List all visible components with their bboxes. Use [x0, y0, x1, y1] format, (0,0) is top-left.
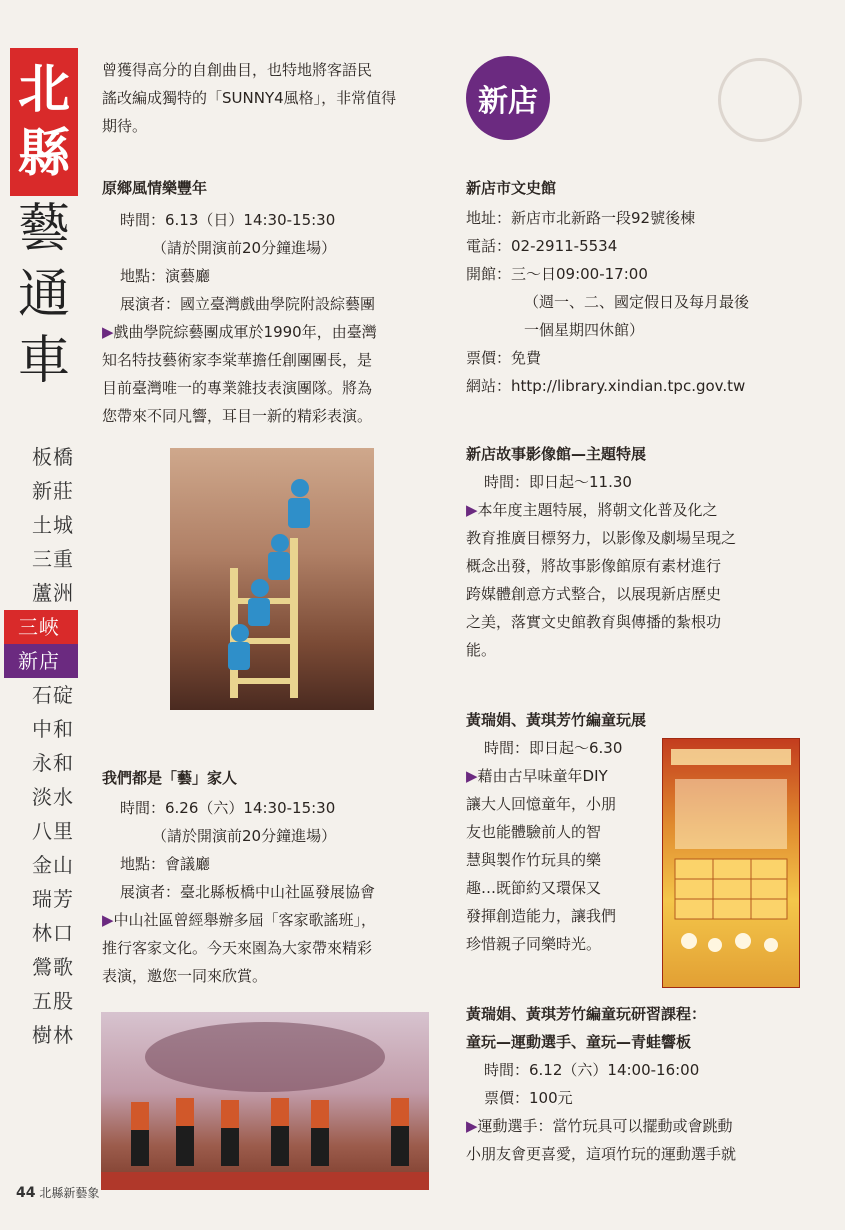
venue-title: 新店市文史館: [466, 179, 557, 197]
acrobat-illustration: [170, 448, 374, 710]
event-desc-line: 表演，邀您一同來欣賞。: [102, 967, 268, 985]
exhibit-time: 時間：即日起～11.30: [484, 473, 632, 491]
brand-title-red-block: [10, 48, 78, 196]
exhibit-desc-line: 概念出發，將故事影像館原有素材進行: [466, 557, 722, 575]
event-title: 原鄉風情樂豐年: [102, 179, 208, 197]
nav-item-shiding[interactable]: 石碇: [32, 683, 74, 707]
decorative-circle: [718, 58, 802, 142]
exhibit-desc-line: 能。: [466, 641, 497, 659]
workshop-price: 票價：100元: [484, 1089, 573, 1107]
exhibit-block: [466, 440, 798, 664]
magazine-name: 北縣新藝象: [39, 1186, 100, 1200]
exhibit-time: 時間：即日起～6.30: [484, 739, 623, 757]
page-footer: [16, 1184, 99, 1201]
exhibit-title: 黃瑞娟、黃琪芳竹編童玩展: [466, 711, 647, 729]
venue-phone: 電話：02-2911-5534: [466, 237, 618, 255]
event-desc-line: 知名特技藝術家李棠華擔任創團團長，是: [102, 351, 373, 369]
nav-item-xindian-active[interactable]: 新店: [4, 644, 78, 678]
event-place: 地點：會議廳: [120, 855, 211, 873]
brand-char: 藝: [17, 199, 70, 259]
event-block: [102, 174, 437, 430]
nav-item-yingge[interactable]: 鶯歌: [32, 955, 74, 979]
performers-illustration: [101, 1012, 429, 1190]
exhibit-block: [466, 706, 656, 958]
event-note: （請於開演前20分鐘進場）: [152, 827, 337, 845]
nav-item-ruifang[interactable]: 瑞芳: [32, 887, 74, 911]
nav-item-shulin[interactable]: 樹林: [32, 1023, 74, 1047]
nav-item-sanxia[interactable]: 三峽: [4, 610, 78, 644]
event-performer: 展演者：臺北縣板橋中山社區發展協會: [120, 883, 376, 901]
exhibit-desc-line: 慧與製作竹玩具的樂: [466, 851, 602, 869]
venue-info: [466, 174, 798, 400]
venue-address: 地址：新店市北新路一段92號後棟: [466, 209, 696, 227]
event-note: （請於開演前20分鐘進場）: [152, 239, 337, 257]
venue-website-link[interactable]: 網站：http://library.xindian.tpc.gov.tw: [466, 377, 746, 395]
exhibit-desc-line: 跨媒體創意方式整合，以展現新店歷史: [466, 585, 722, 603]
exhibit-desc-line: 趣…既節約又環保又: [466, 879, 602, 897]
exhibit-title: 新店故事影像館—主題特展: [466, 445, 647, 463]
event-desc-line: ▶戲曲學院綜藝團成軍於1990年，由臺灣: [102, 323, 377, 341]
nav-item-zhonghe[interactable]: 中和: [32, 717, 74, 741]
venue-hours-note: （週一、二、國定假日及每月最後: [524, 293, 750, 311]
nav-item-xinzhuang[interactable]: 新莊: [32, 479, 74, 503]
poster-illustration: [663, 739, 799, 987]
page-number: 44: [16, 1185, 36, 1201]
event-desc-line: 推行客家文化。今天來園為大家帶來精彩: [102, 939, 373, 957]
bullet-arrow-icon: ▶: [466, 767, 478, 785]
acrobat-photo: [170, 448, 374, 710]
workshop-title: 黃瑞娟、黃琪芳竹編童玩研習課程：: [466, 1005, 707, 1023]
exhibit-desc-line: ▶本年度主題特展，將朝文化普及化之: [466, 501, 718, 519]
nav-item-jinshan[interactable]: 金山: [32, 853, 74, 877]
event-block: [102, 764, 437, 990]
exhibit-desc-line: 友也能體驗前人的智: [466, 823, 602, 841]
brand-title-rest: [12, 196, 76, 394]
exhibit-desc-line: ▶藉由古早味童年DIY: [466, 767, 608, 785]
nav-item-luzhou[interactable]: 蘆洲: [32, 581, 74, 605]
district-nav: [18, 440, 84, 1052]
nav-item-yonghe[interactable]: 永和: [32, 751, 74, 775]
district-badge: 新店: [466, 56, 550, 140]
event-title: 我們都是「藝」家人: [102, 769, 238, 787]
exhibit-desc-line: 之美，落實文史館教育與傳播的紮根功: [466, 613, 722, 631]
event-performer: 展演者：國立臺灣戲曲學院附設綜藝團: [120, 295, 376, 313]
workshop-block: [466, 1000, 798, 1168]
venue-hours: 開館：三～日09:00-17:00: [466, 265, 648, 283]
nav-item-wugu[interactable]: 五股: [32, 989, 74, 1013]
workshop-desc-line: ▶運動選手：當竹玩具可以擺動或會跳動: [466, 1117, 733, 1135]
bamboo-toy-poster: [662, 738, 800, 988]
nav-item-linkou[interactable]: 林口: [32, 921, 74, 945]
exhibit-desc-line: 發揮創造能力，讓我們: [466, 907, 617, 925]
event-time: 時間：6.26（六）14:30-15:30: [120, 799, 336, 817]
bullet-arrow-icon: ▶: [102, 911, 114, 929]
workshop-subtitle: 童玩—運動選手、童玩—青蛙響板: [466, 1033, 692, 1051]
bullet-arrow-icon: ▶: [466, 501, 478, 519]
intro-line: 期待。: [102, 117, 148, 135]
bullet-arrow-icon: ▶: [466, 1117, 478, 1135]
exhibit-desc-line: 教育推廣目標努力，以影像及劇場呈現之: [466, 529, 737, 547]
brand-char: 縣: [17, 123, 70, 184]
workshop-time: 時間：6.12（六）14:00-16:00: [484, 1061, 700, 1079]
exhibit-desc-line: 珍惜親子同樂時光。: [466, 935, 602, 953]
event-desc-line: 目前臺灣唯一的專業雜技表演團隊。將為: [102, 379, 373, 397]
event-desc-line: ▶中山社區曾經舉辦多屆「客家歌謠班」，: [102, 911, 377, 929]
bullet-arrow-icon: ▶: [102, 323, 114, 341]
event-place: 地點：演藝廳: [120, 267, 211, 285]
brand-char: 車: [17, 331, 70, 391]
nav-item-tucheng[interactable]: 土城: [32, 513, 74, 537]
venue-price: 票價：免費: [466, 349, 542, 367]
exhibit-desc-line: 讓大人回憶童年，小朋: [466, 795, 617, 813]
venue-hours-note: 一個星期四休館）: [524, 321, 645, 339]
nav-item-danshui[interactable]: 淡水: [32, 785, 74, 809]
brand-char: 通: [17, 265, 70, 325]
intro-line: 謠改編成獨特的「SUNNY4風格」，非常值得: [102, 89, 397, 107]
event-desc-line: 您帶來不同凡響，耳目一新的精彩表演。: [102, 407, 373, 425]
workshop-desc-line: 小朋友會更喜愛，這項竹玩的運動選手就: [466, 1145, 737, 1163]
brand-char: 北: [17, 59, 70, 120]
intro-line: 曾獲得高分的自創曲目，也特地將客語民: [102, 61, 373, 79]
nav-item-sanchong[interactable]: 三重: [32, 547, 74, 571]
nav-item-bali[interactable]: 八里: [32, 819, 74, 843]
nav-item-banqiao[interactable]: 板橋: [32, 445, 74, 469]
hakka-performance-photo: [101, 1012, 429, 1190]
event-time: 時間：6.13（日）14:30-15:30: [120, 211, 336, 229]
intro-paragraph: [102, 56, 437, 140]
